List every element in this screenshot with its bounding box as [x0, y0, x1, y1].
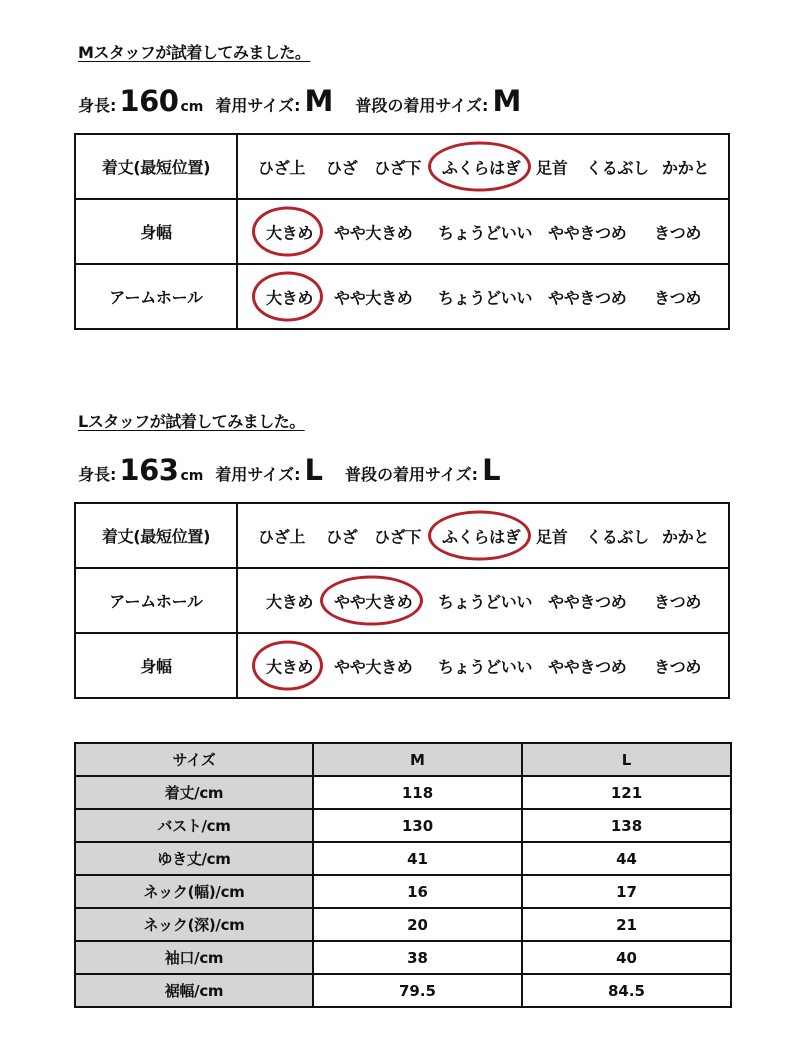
table-row [75, 941, 731, 974]
fit-option: ややきつめ [548, 592, 627, 611]
measure-value-l: 21 [522, 908, 731, 941]
fit-option: ちょうどいい [438, 657, 533, 676]
measure-value-m: 41 [313, 842, 522, 875]
fit-option: ちょうどいい [438, 592, 533, 611]
height-label: 身長: [78, 96, 117, 115]
fit-option: ひざ下 [374, 527, 422, 546]
measure-value-l: 121 [522, 776, 731, 809]
height-unit: cm [180, 99, 204, 115]
measure-label: 裾幅/cm [75, 974, 313, 1007]
fit-option: きつめ [654, 592, 702, 611]
measure-label: ゆき丈/cm [75, 842, 313, 875]
size-table-header-cell: L [522, 743, 731, 776]
height-value: 163 [119, 453, 179, 487]
measure-value-l: 84.5 [522, 974, 731, 1007]
fit-row-header: 着丈(最短位置) [75, 134, 237, 199]
fit-options [237, 134, 729, 199]
table-row [75, 776, 731, 809]
fit-option: くるぶし [586, 158, 649, 177]
measure-value-m: 38 [313, 941, 522, 974]
fit-row [75, 633, 729, 698]
fit-option-selected: 大きめ [266, 220, 313, 243]
height-label: 身長: [78, 465, 117, 484]
fit-option: ひざ [326, 527, 358, 546]
size-table-header-cell: M [313, 743, 522, 776]
measure-value-m: 20 [313, 908, 522, 941]
measure-label: ネック(幅)/cm [75, 875, 313, 908]
fit-row [75, 199, 729, 264]
wear-size-label: 着用サイズ: [215, 96, 301, 115]
fit-option: かかと [662, 158, 710, 177]
measure-value-m: 118 [313, 776, 522, 809]
fit-option: やや大きめ [334, 288, 413, 307]
fit-option: ややきつめ [548, 288, 627, 307]
fit-option: やや大きめ [334, 223, 413, 242]
size-table-header-cell: サイズ [75, 743, 313, 776]
measure-value-l: 17 [522, 875, 731, 908]
measure-value-l: 40 [522, 941, 731, 974]
fit-option: 足首 [536, 527, 568, 546]
usual-size-label: 普段の着用サイズ: [355, 96, 489, 115]
fit-option-selected: やや大きめ [334, 589, 413, 612]
fit-option: きつめ [654, 223, 702, 242]
fit-options [237, 264, 729, 329]
fit-row [75, 134, 729, 199]
fit-row-header: 着丈(最短位置) [75, 503, 237, 568]
fit-options [237, 199, 729, 264]
fit-option-selected: 大きめ [266, 654, 313, 677]
fit-options [237, 568, 729, 633]
fit-options [237, 503, 729, 568]
measure-value-m: 16 [313, 875, 522, 908]
table-row [75, 974, 731, 1007]
measure-value-m: 79.5 [313, 974, 522, 1007]
wear-size-value: L [304, 453, 323, 487]
fit-row [75, 503, 729, 568]
fit-option: ややきつめ [548, 223, 627, 242]
fit-option: やや大きめ [334, 657, 413, 676]
usual-size-value: M [492, 84, 522, 118]
wear-size-label: 着用サイズ: [215, 465, 301, 484]
fit-row [75, 264, 729, 329]
section-l-spec-line [78, 453, 501, 487]
fit-option: 大きめ [266, 592, 314, 611]
fit-option: ひざ [326, 158, 358, 177]
fit-option: かかと [662, 527, 710, 546]
height-unit: cm [180, 468, 204, 484]
fit-row-header: アームホール [75, 568, 237, 633]
fit-option-selected: 大きめ [266, 285, 313, 308]
measure-label: ネック(深)/cm [75, 908, 313, 941]
usual-size-value: L [482, 453, 501, 487]
measure-value-m: 130 [313, 809, 522, 842]
fit-option-selected: ふくらはぎ [442, 524, 521, 547]
fit-row [75, 568, 729, 633]
measure-label: 着丈/cm [75, 776, 313, 809]
fit-option: ちょうどいい [438, 288, 533, 307]
fit-table-l [74, 502, 730, 699]
fit-option: ひざ下 [374, 158, 422, 177]
section-l-title: Lスタッフが試着してみました。 [78, 412, 305, 431]
measure-label: 袖口/cm [75, 941, 313, 974]
fit-option: 足首 [536, 158, 568, 177]
size-table-header-row [75, 743, 731, 776]
fit-options [237, 633, 729, 698]
section-m-title: Mスタッフが試着してみました。 [78, 43, 311, 62]
fit-option: ちょうどいい [438, 223, 533, 242]
fit-row-header: アームホール [75, 264, 237, 329]
fit-row-header: 身幅 [75, 633, 237, 698]
fit-option: ひざ上 [258, 527, 306, 546]
measure-value-l: 138 [522, 809, 731, 842]
fit-option: きつめ [654, 657, 702, 676]
usual-size-label: 普段の着用サイズ: [344, 465, 479, 484]
fit-row-header: 身幅 [75, 199, 237, 264]
table-row [75, 842, 731, 875]
table-row [75, 908, 731, 941]
fit-option: ひざ上 [258, 158, 306, 177]
fit-table-m [74, 133, 730, 330]
measure-value-l: 44 [522, 842, 731, 875]
fit-option: くるぶし [586, 527, 649, 546]
height-value: 160 [119, 84, 179, 118]
size-table [74, 742, 732, 1008]
table-row [75, 809, 731, 842]
section-m-spec-line [78, 84, 521, 118]
fit-option: きつめ [654, 288, 702, 307]
table-row [75, 875, 731, 908]
measure-label: バスト/cm [75, 809, 313, 842]
fit-option: ややきつめ [548, 657, 627, 676]
wear-size-value: M [304, 84, 334, 118]
fit-option-selected: ふくらはぎ [442, 155, 521, 178]
